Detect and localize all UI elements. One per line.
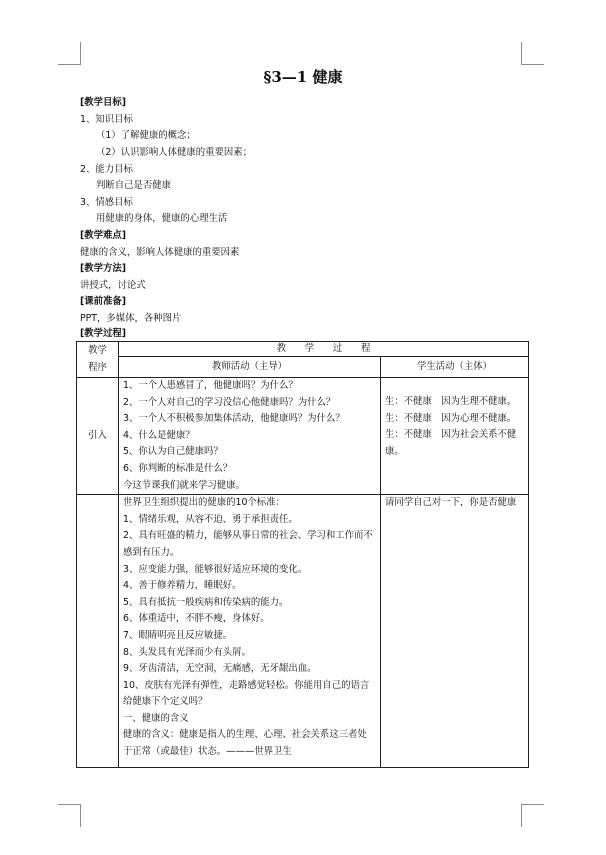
teacher-line: 7、眼睛明亮且反应敏捷。 [123, 629, 233, 641]
goal-ability: 2、能力目标 [80, 164, 133, 175]
page-title: §3—1 健康 [263, 68, 343, 86]
process-header-cell: 教 学 过 程 [119, 342, 529, 357]
teacher-line: 世界卫生组织提出的健康的10个标准： [123, 497, 285, 509]
teacher-line: 4、什么是健康？ [123, 429, 195, 441]
teacher-line: 3、一个人不积极参加集体活动，他健康吗？为什么？ [123, 413, 345, 425]
table-header-row-2 [77, 357, 529, 378]
program-header-line-2: 程序 [88, 361, 107, 373]
teacher-line: 一、健康的含义 [123, 712, 189, 724]
student-line: 请同学自己对一下，你是否健康 [385, 497, 517, 509]
teacher-header-cell: 教师活动（主导） [119, 357, 381, 378]
teacher-line: 健康的含义：健康是指人的生理、心理、社会关系这三者处于正常（或最佳）状态。———世界卫生 [123, 729, 367, 758]
program-cell-standards [77, 495, 119, 768]
teacher-line: 今这节课我们就来学习健康。 [123, 479, 245, 491]
difficulty-text: 健康的含义，影响人体健康的重要因素 [80, 247, 240, 258]
student-activity-cell-standards [381, 495, 529, 768]
student-activity-cell-intro [381, 378, 529, 495]
teacher-line: 2、一个人对自己的学习没信心他健康吗？为什么？ [123, 396, 336, 408]
difficulty-heading: [教学难点] [80, 230, 127, 241]
prep-text: PPT，多媒体，各种图片 [80, 313, 182, 324]
method-heading: [教学方法] [80, 263, 127, 274]
student-header-cell: 学生活动（主体） [381, 357, 529, 378]
teacher-line: 4、善于修养精力，睡眠好。 [123, 580, 242, 592]
teacher-line: 8、头发具有光泽而少有头屑。 [123, 646, 251, 658]
teacher-line: 1、一个人患感冒了，他健康吗？为什么？ [123, 380, 298, 391]
teacher-standards-content [123, 495, 376, 767]
process-heading: [教学过程] [80, 328, 127, 339]
student-line: 生：不健康 因为社会关系不健康。 [385, 429, 517, 457]
program-header-cell [77, 342, 119, 378]
student-line: 生：不健康 因为生理不健康。 [385, 396, 517, 407]
program-cell-intro: 引入 [77, 378, 119, 495]
corner-mark-bottom-left [58, 804, 81, 827]
teacher-line: 10、皮肤有光泽有弹性，走路感觉轻松。你能用自己的语言给健康下个定义吗？ [123, 679, 370, 708]
teacher-line: 3、应变能力强，能够很好适应环境的变化。 [123, 563, 308, 575]
goal-knowledge-item-1: （1）了解健康的概念； [96, 130, 196, 141]
teacher-line: 2、具有旺盛的精力，能够从事日常的社会、学习和工作而不感到有压力。 [123, 530, 373, 558]
student-line: 生：不健康 因为心理不健康。 [385, 412, 517, 424]
goal-emotion-item: 用健康的身体，健康的心理生活 [96, 213, 228, 224]
program-header-line-1: 教学 [88, 344, 107, 356]
method-text: 讲授式，讨论式 [80, 280, 146, 291]
corner-mark-top-right [521, 42, 544, 65]
corner-mark-top-left [58, 42, 81, 65]
table-row [77, 378, 529, 495]
teacher-activity-cell-standards [119, 495, 381, 768]
goal-emotion: 3、情感目标 [80, 197, 133, 208]
teacher-activity-cell-intro [119, 378, 381, 495]
table-row [77, 495, 529, 768]
goal-knowledge: 1、知识目标 [80, 114, 133, 125]
teacher-line: 5、你认为自己健康吗？ [123, 446, 223, 458]
goal-ability-item: 判断自己是否健康 [96, 180, 172, 191]
teacher-line: 6、体重适中，不胖不瘦，身体好。 [123, 613, 270, 625]
goal-knowledge-item-2: （2）认识影响人体健康的重要因素； [96, 147, 252, 158]
teacher-line: 1、情绪乐观，从容不迫、勇于承担责任。 [123, 513, 298, 525]
process-table [76, 341, 529, 768]
teacher-line: 5、具有抵抗一般疾病和传染病的能力。 [123, 596, 289, 608]
teacher-line: 6、你判断的标准是什么？ [123, 462, 233, 474]
teacher-line: 9、牙齿清洁，无空洞，无痛感，无牙龈出血。 [123, 663, 317, 675]
goals-heading: [教学目标] [80, 97, 127, 108]
prep-heading: [课前准备] [80, 296, 127, 307]
table-header-row-1 [77, 342, 529, 357]
corner-mark-bottom-right [521, 804, 544, 827]
